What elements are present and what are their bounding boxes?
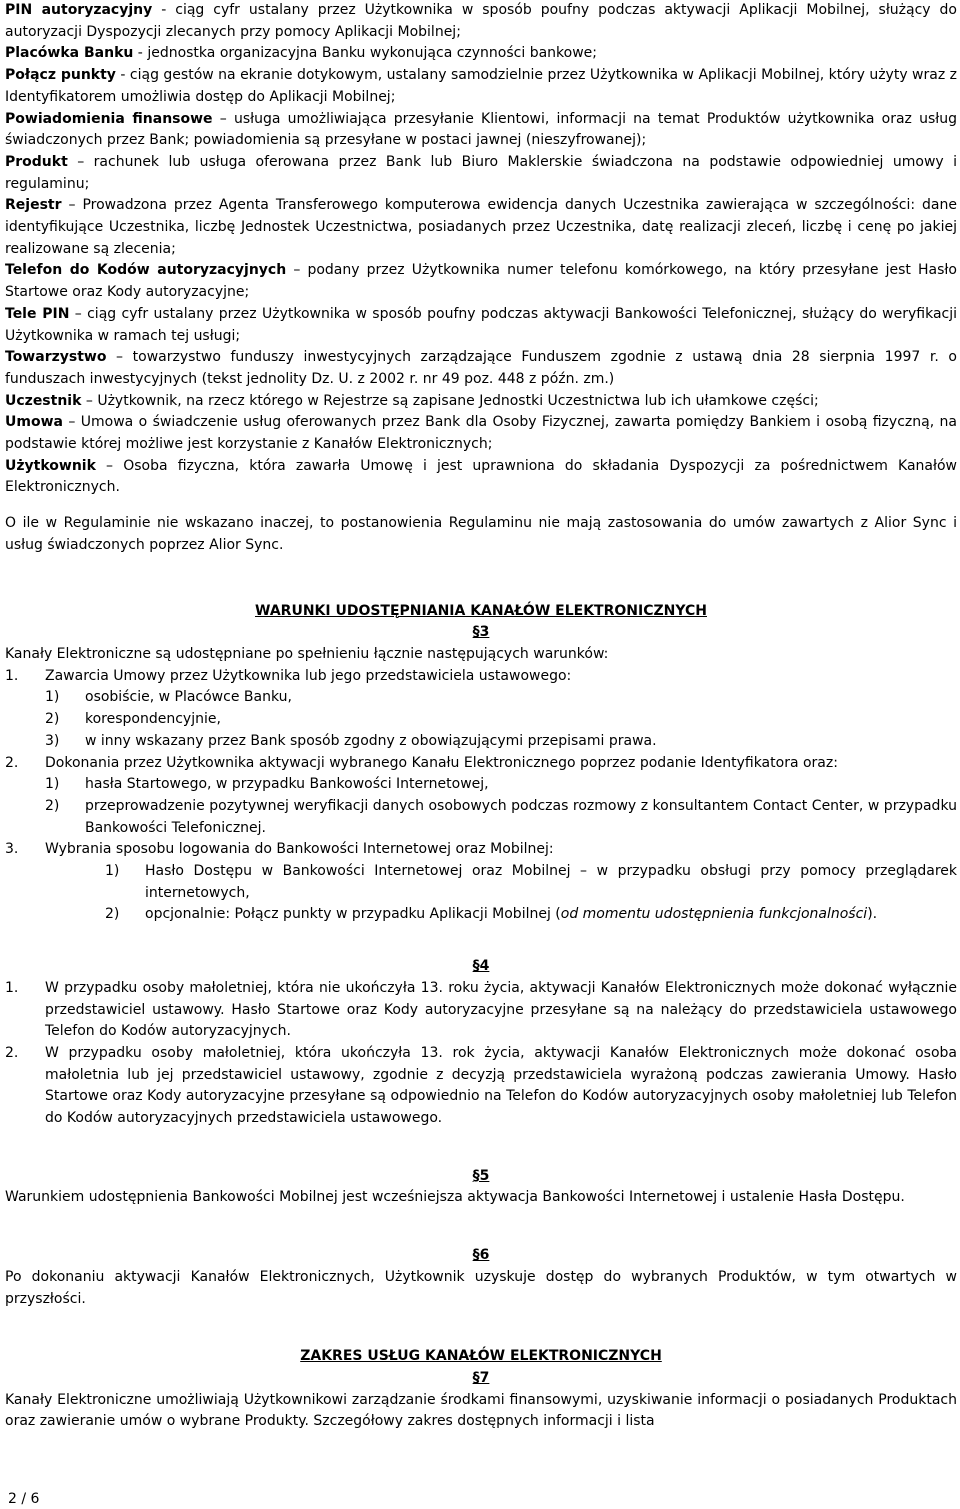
section-4-list [5,978,957,1130]
document-page [5,0,957,1433]
definition-term: Telefon do Kodów autoryzacyjnych [5,262,287,279]
definition-item [5,109,957,152]
definition-text: Prowadzona przez Agenta Transferowego komputerowa ewidencja danych Uczestnika zawierająca w szczególności: dane identyfikujące Uczestnika, liczbę Jednostek Uczestnictwa, posiadanych przez Uczestnika, datę realizacji zleceń, liczbę i cenę po jakiej realizowane są zlecenia; [5,197,958,257]
list-item [5,666,957,688]
list-item [5,1043,957,1130]
definition-text: Osoba fizyczna, która zawarła Umowę i jest uprawniona do składania Dyspozycji za pośrednictwem Kanałów Elektronicznych. [5,457,957,496]
definition-item [5,195,957,260]
definition-term: Towarzystwo [5,349,107,366]
definition-text: ciąg cyfr ustalany przez Użytkownika w sposób poufny podczas aktywacji Aplikacji Mobilnej, służący do autoryzacji Dyspozycji zlecanych przy pomocy Aplikacji Mobilnej; [5,2,957,40]
definition-separator: – [81,392,98,409]
list-number: 3) [45,732,60,749]
section-3-list [5,666,957,926]
definition-term: Produkt [5,153,68,170]
definition-term: Uczestnik [5,392,82,409]
definition-separator: – [61,197,83,214]
definition-separator: - [115,67,130,84]
definition-text: Umowa o świadczenie usług oferowanych przez Bank dla Osoby Fizycznej, zawarta pomiędzy Bankiem i osobą fizyczną, na podstawie której możliwe jest korzystanie z Kanałów Elektronicznych; [5,414,957,453]
list-item [5,839,957,861]
definition-separator: – [286,262,308,279]
definition-separator: – [62,414,81,431]
definition-item [5,412,957,455]
definition-item [5,391,957,413]
definition-text: rachunek lub usługa oferowana przez Bank lub Biuro Maklerskie świadczona na podstawie odpowiedniej umowy i regulaminu; [5,153,958,192]
definition-text: ciąg cyfr ustalany przez Użytkownika w sposób poufny podczas aktywacji Bankowości Telefonicznej, służący do weryfikacji Użytkownika w ramach tej usługi; [5,305,957,344]
definition-separator: - [133,45,148,62]
list-text: Dokonania przez Użytkownika aktywacji wybranego Kanału Elektronicznego poprzez podanie Identyfikatora oraz: [45,754,838,771]
list-text: hasła Startowego, w przypadku Bankowości Internetowej, [85,776,489,793]
sub-list-item [45,731,957,753]
definition-text: Użytkownik, na rzecz którego w Rejestrze są zapisane Jednostki Uczestnictwa lub ich ułamkowe części; [97,392,819,409]
section-5-title: §5 [472,1167,490,1184]
section-5-text: Warunkiem udostępnienia Bankowości Mobilnej jest wcześniejsza aktywacja Bankowości Internetowej i ustalenie Hasła Dostępu. [5,1189,905,1206]
list-text: osobiście, w Placówce Banku, [85,689,292,706]
list-number: 1) [45,689,60,706]
sub-list-item [45,774,957,796]
sub-list-item [45,687,957,709]
sub-list-wrapper [5,774,957,839]
definition-item [5,0,957,43]
sub-list-item [105,861,957,904]
section-6-text: Po dokonaniu aktywacji Kanałów Elektronicznych, Użytkownik uzyskuje dostęp do wybranych Produktów, w tym otwartych w przyszłości. [5,1268,957,1307]
sub-list [45,687,957,752]
list-number: 1. [5,979,19,996]
list-item [5,978,957,1043]
sub-list [45,774,957,839]
definition-item [5,260,957,303]
note-paragraph: O ile w Regulaminie nie wskazano inaczej, to postanowienia Regulaminu nie mają zastosowania do umów zawartych z Alior Sync i usług świadczonych poprzez Alior Sync. [5,515,957,553]
definition-separator: – [212,110,234,127]
section-4-title: §4 [472,958,490,975]
page-number: 2 / 6 [8,1491,40,1507]
italic-text: od momentu udostępnienia funkcjonalności [560,906,868,923]
definition-term: Użytkownik [5,457,96,474]
list-number: 2. [5,1044,19,1061]
list-text: W przypadku osoby małoletniej, która nie ukończyła 13. roku życia, aktywacji Kanałów Elektronicznych może dokonać wyłącznie przedstawiciel ustawowy. Hasło Startowe oraz Kody autoryzacyjne przesyłane są na należący do przedstawiciela ustawowego Telefon do Kodów autoryzacyjnych. [45,979,957,1040]
definition-text: usługa umożliwiająca przesyłanie Klientowi, informacji na temat Produktów użytkownika oraz usług świadczonych przez Bank; powiadomienia są przesyłane w postaci jawnej (nieszyfrowanej); [5,110,957,149]
definition-separator: – [95,457,124,474]
definition-text: ciąg gestów na ekranie dotykowym, ustalany samodzielnie przez Użytkownika w Aplikacji Mobilnej, który użyty wraz z Identyfikatorem umożliwia dostęp do Aplikacji Mobilnej; [5,67,957,105]
definition-item [5,65,957,108]
definition-item [5,304,957,347]
section-7-text: Kanały Elektroniczne umożliwiają Użytkownikowi zarządzanie środkami finansowymi, uzyskiwanie informacji o posiadanych Produktach oraz zawieranie umów o wybrane Produkty. Szczegółowy zakres dostępnych informacji i lista [5,1391,957,1430]
definition-item [5,456,957,499]
list-text: Wybrania sposobu logowania do Bankowości Internetowej oraz Mobilnej: [45,841,554,858]
list-text: Zawarcia Umowy przez Użytkownika lub jego przedstawiciela ustawowego: [45,667,572,684]
section-7-title: §7 [472,1369,490,1386]
section-3-intro: Kanały Elektroniczne są udostępniane po spełnieniu łącznie następujących warunków: [5,645,609,662]
sub-list-wrapper [5,687,957,752]
list-number: 1) [105,863,120,880]
definition-term: Powiadomienia finansowe [5,110,213,127]
heading-zakres: ZAKRES USŁUG KANAŁÓW ELEKTRONICZNYCH [300,1348,662,1365]
list-text: W przypadku osoby małoletniej, która ukończyła 13. rok życia, aktywacji Kanałów Elektronicznych może dokonać osoba małoletnia lub jej przedstawiciel ustawowy, zgodnie z decyzją przedstawiciela wyrażoną podczas zawierania Umowy. Hasło Startowe oraz Kody autoryzacyjne przesyłane są odpowiednio na Telefon do Kodów autoryzacyjnych osoby małoletniej lub Telefon do Kodów autoryzacyjnych przedstawiciela ustawowego. [45,1044,957,1127]
sub-list-item [45,709,957,731]
definition-text: podany przez Użytkownika numer telefonu komórkowego, na który przesyłane jest Hasło Startowe oraz Kody autoryzacyjne; [5,262,957,301]
definition-item [5,152,957,195]
section-6-title: §6 [472,1247,490,1264]
list-text: Hasło Dostępu w Bankowości Internetowej oraz Mobilnej – w przypadku obsługi przy pomocy przeglądarek internetowych, [145,863,957,901]
list-text: opcjonalnie: Połącz punkty w przypadku Aplikacji Mobilnej ( [145,906,561,923]
list-number: 3. [5,841,19,858]
definition-term: Tele PIN [5,305,70,322]
sub-list [45,861,957,926]
sub-list-item [45,796,957,839]
list-text: korespondencyjnie, [85,711,221,728]
definition-item [5,347,957,390]
list-number: 1) [45,776,60,793]
section-3-title: §3 [472,624,490,641]
definitions-list [5,0,957,499]
list-text: w inny wskazany przez Bank sposób zgodny z obowiązującymi przepisami prawa. [85,732,657,749]
definition-term: Placówka Banku [5,45,134,62]
definition-separator: – [67,153,94,170]
list-number: 1. [5,667,19,684]
definition-text: towarzystwo funduszy inwestycyjnych zarządzające Funduszem zgodnie z ustawą dnia 28 sierpnia 1997 r. o funduszach inwestycyjnych (tekst jednolity Dz. U. z 2002 r. nr 49 poz. 448 z późn. zm.) [5,349,957,387]
heading-warunki: WARUNKI UDOSTĘPNIANIA KANAŁÓW ELEKTRONICZNYCH [255,602,707,619]
sub-list-item [105,904,957,926]
list-text: przeprowadzenie pozytywnej weryfikacji danych osobowych podczas rozmowy z konsultantem Contact Center, w przypadku Bankowości Telefonicznej. [85,797,957,836]
definition-term: Połącz punkty [5,67,116,84]
list-text-tail: ). [867,906,878,923]
list-number: 2) [45,711,60,728]
definition-text: jednostka organizacyjna Banku wykonująca czynności bankowe; [147,45,597,62]
list-number: 2. [5,754,19,771]
definition-separator: – [69,305,88,322]
definition-separator: - [152,2,176,18]
definition-term: Umowa [5,414,63,431]
definition-item [5,43,957,65]
definition-term: PIN autoryzacyjny [5,2,153,18]
definition-separator: – [106,349,133,366]
list-number: 2) [45,797,60,814]
sub-list-wrapper [5,861,957,926]
list-item [5,753,957,775]
list-number: 2) [105,906,120,923]
definition-term: Rejestr [5,197,62,214]
